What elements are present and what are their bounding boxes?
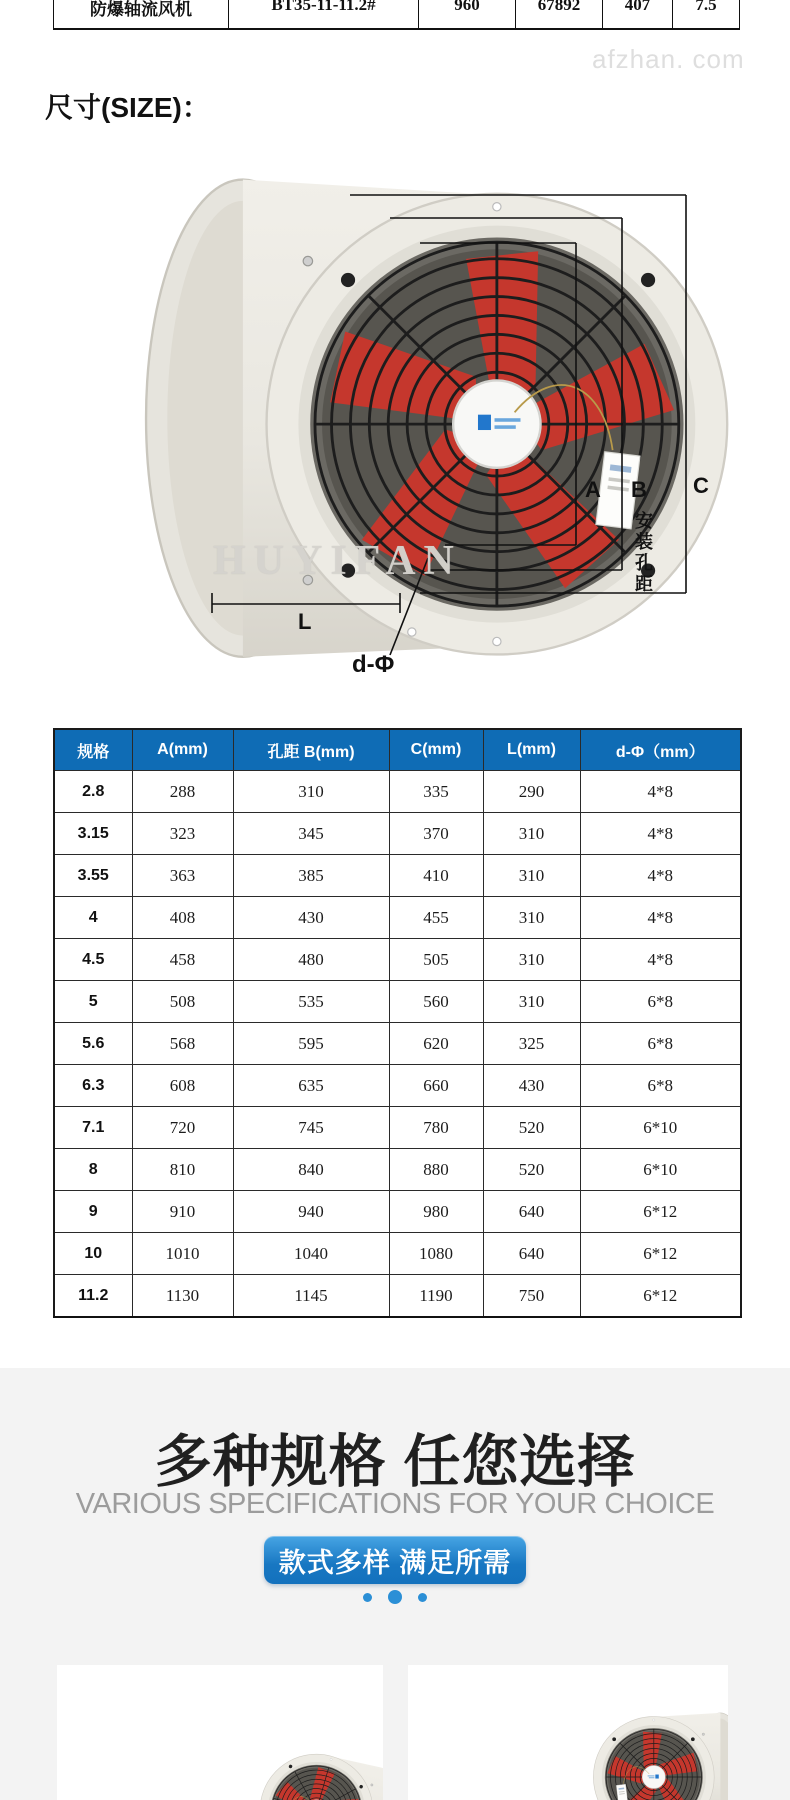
spec-cell: 520 — [483, 1149, 580, 1191]
spec-cell: 750 — [483, 1275, 580, 1318]
table-row — [54, 981, 741, 1023]
spec-cell: 1010 — [132, 1233, 233, 1275]
spec-header-cell: L(mm) — [483, 729, 580, 771]
spec-cell: 520 — [483, 1107, 580, 1149]
size-section-heading: 尺寸(SIZE)： — [45, 92, 210, 123]
site-watermark: afzhan. com — [592, 44, 745, 74]
pagination-dots — [0, 1590, 790, 1604]
spec-cell: 10 — [54, 1233, 132, 1275]
spec-cell: 620 — [389, 1023, 483, 1065]
spec-cell: 4*8 — [580, 939, 741, 981]
spec-cell: 325 — [483, 1023, 580, 1065]
spec-cell: 505 — [389, 939, 483, 981]
spec-cell: 11.2 — [54, 1275, 132, 1318]
spec-cell: 310 — [483, 813, 580, 855]
spec-table-header — [54, 729, 741, 771]
spec-table-section — [53, 728, 740, 1318]
spec-cell: 1040 — [233, 1233, 389, 1275]
spec-cell: 363 — [132, 855, 233, 897]
dim-label-c: C — [693, 473, 709, 498]
spec-cell: 660 — [389, 1065, 483, 1107]
spec-cell: 6*12 — [580, 1233, 741, 1275]
spec-table-body — [54, 771, 741, 1318]
spec-cell: 290 — [483, 771, 580, 813]
spec-cell: 4 — [54, 897, 132, 939]
top-table-cell: 407 — [602, 0, 672, 28]
spec-cell: 5.6 — [54, 1023, 132, 1065]
spec-cell: 595 — [233, 1023, 389, 1065]
table-row — [54, 1149, 741, 1191]
spec-cell: 608 — [132, 1065, 233, 1107]
spec-cell: 1145 — [233, 1275, 389, 1318]
spec-cell: 6.3 — [54, 1065, 132, 1107]
dim-label-l: L — [298, 609, 312, 634]
spec-cell: 640 — [483, 1191, 580, 1233]
table-row — [54, 1233, 741, 1275]
spec-cell: 980 — [389, 1191, 483, 1233]
spec-cell: 3.55 — [54, 855, 132, 897]
spec-cell: 480 — [233, 939, 389, 981]
spec-cell: 3.15 — [54, 813, 132, 855]
spec-cell: 1080 — [389, 1233, 483, 1275]
spec-cell: 310 — [483, 939, 580, 981]
spec-cell: 455 — [389, 897, 483, 939]
spec-cell: 9 — [54, 1191, 132, 1233]
spec-cell: 508 — [132, 981, 233, 1023]
spec-cell: 535 — [233, 981, 389, 1023]
product-photo-card-right[interactable] — [408, 1665, 728, 1800]
spec-cell: 370 — [389, 813, 483, 855]
spec-cell: 430 — [233, 897, 389, 939]
spec-cell: 6*8 — [580, 1023, 741, 1065]
table-row — [54, 771, 741, 813]
table-row — [54, 1023, 741, 1065]
spec-cell: 635 — [233, 1065, 389, 1107]
spec-cell: 2.8 — [54, 771, 132, 813]
spec-cell: 385 — [233, 855, 389, 897]
spec-cell: 345 — [233, 813, 389, 855]
spec-cell: 4*8 — [580, 813, 741, 855]
spec-cell: 8 — [54, 1149, 132, 1191]
dimension-diagram — [0, 115, 790, 700]
table-row — [54, 1275, 741, 1318]
spec-cell: 1190 — [389, 1275, 483, 1318]
spec-cell: 288 — [132, 771, 233, 813]
fan-photo-right — [408, 1665, 728, 1800]
top-table-cell: BT35-11-11.2# — [228, 0, 418, 28]
spec-cell: 1130 — [132, 1275, 233, 1318]
spec-table — [53, 728, 742, 1318]
spec-cell: 410 — [389, 855, 483, 897]
dot-icon — [363, 1593, 372, 1602]
spec-cell: 6*10 — [580, 1149, 741, 1191]
spec-cell: 310 — [483, 897, 580, 939]
spec-cell: 310 — [483, 855, 580, 897]
spec-cell: 880 — [389, 1149, 483, 1191]
fan-photo-left — [57, 1665, 383, 1800]
table-row — [54, 813, 741, 855]
table-row — [54, 1107, 741, 1149]
top-table-cell: 防爆轴流风机 — [53, 0, 228, 28]
spec-header-cell: 规格 — [54, 729, 132, 771]
spec-cell: 6*12 — [580, 1275, 741, 1318]
spec-cell: 910 — [132, 1191, 233, 1233]
spec-cell: 310 — [483, 981, 580, 1023]
promo-badge-button[interactable]: 款式多样 满足所需 — [264, 1536, 526, 1584]
spec-cell: 560 — [389, 981, 483, 1023]
spec-cell: 430 — [483, 1065, 580, 1107]
spec-cell: 745 — [233, 1107, 389, 1149]
spec-cell: 310 — [233, 771, 389, 813]
dot-icon — [388, 1590, 402, 1604]
spec-header-cell: A(mm) — [132, 729, 233, 771]
spec-cell: 408 — [132, 897, 233, 939]
dim-label-a: A — [585, 477, 601, 502]
spec-header-cell: d-Φ（mm） — [580, 729, 741, 771]
top-table-cell: 67892 — [515, 0, 602, 28]
brand-watermark: HUYIFAN — [213, 538, 462, 584]
spec-cell: 6*12 — [580, 1191, 741, 1233]
spec-cell: 5 — [54, 981, 132, 1023]
spec-cell: 640 — [483, 1233, 580, 1275]
spec-cell: 6*8 — [580, 981, 741, 1023]
spec-cell: 6*10 — [580, 1107, 741, 1149]
spec-cell: 4*8 — [580, 855, 741, 897]
spec-cell: 335 — [389, 771, 483, 813]
promo-title: 多种规格 任您选择 — [154, 1430, 636, 1494]
table-row — [54, 1065, 741, 1107]
spec-cell: 840 — [233, 1149, 389, 1191]
spec-cell: 780 — [389, 1107, 483, 1149]
spec-cell: 4.5 — [54, 939, 132, 981]
product-photo-card-left[interactable] — [57, 1665, 383, 1800]
spec-cell: 720 — [132, 1107, 233, 1149]
table-row — [54, 855, 741, 897]
spec-cell: 4*8 — [580, 771, 741, 813]
table-row — [54, 939, 741, 981]
table-row — [54, 897, 741, 939]
table-row — [54, 1191, 741, 1233]
top-table-row — [53, 0, 740, 30]
top-table-cell: 960 — [418, 0, 515, 28]
spec-cell: 568 — [132, 1023, 233, 1065]
spec-cell: 458 — [132, 939, 233, 981]
spec-cell: 7.1 — [54, 1107, 132, 1149]
dim-label-d-phi: d-Φ — [352, 651, 395, 678]
spec-cell: 6*8 — [580, 1065, 741, 1107]
dot-icon — [418, 1593, 427, 1602]
spec-header-cell: 孔距 B(mm) — [233, 729, 389, 771]
spec-header-cell: C(mm) — [389, 729, 483, 771]
spec-cell: 940 — [233, 1191, 389, 1233]
dim-label-mount-hole-spacing: 安装孔距 — [633, 511, 653, 595]
top-table-cell: 7.5 — [672, 0, 740, 28]
promo-subtitle: VARIOUS SPECIFICATIONS FOR YOUR CHOICE — [75, 1488, 715, 1520]
spec-cell: 810 — [132, 1149, 233, 1191]
dim-label-b: B — [631, 477, 647, 502]
fan-photo-and-dimension-lines — [0, 115, 790, 700]
spec-cell: 4*8 — [580, 897, 741, 939]
spec-cell: 323 — [132, 813, 233, 855]
